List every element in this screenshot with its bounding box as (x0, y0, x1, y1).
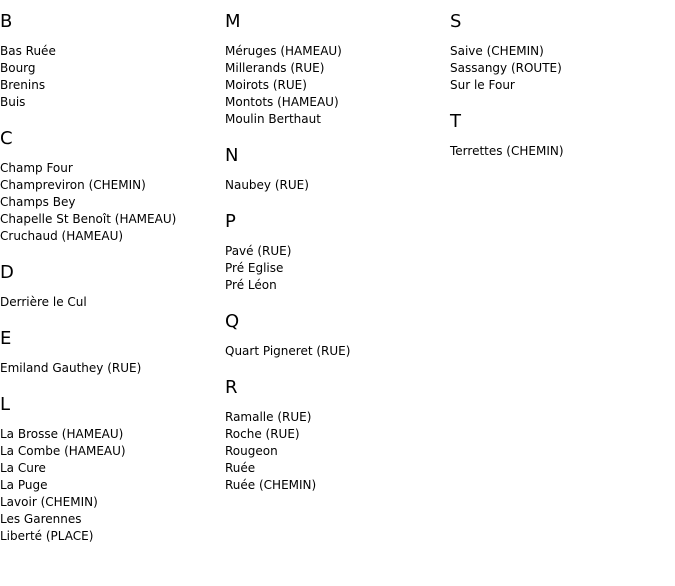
street-list-item (0, 194, 225, 211)
street-list-item (225, 477, 450, 494)
street-link-cruchaud-hameau[interactable]: Cruchaud (HAMEAU) (0, 229, 124, 243)
street-list-item (450, 77, 675, 94)
street-list-item (225, 43, 450, 60)
street-link-ruee[interactable]: Ruée (225, 461, 256, 475)
street-list-item (0, 43, 225, 60)
letter-heading: L (0, 394, 11, 415)
street-link-la-brosse-hameau[interactable]: La Brosse (HAMEAU) (0, 427, 124, 441)
letter-group-t (450, 110, 675, 160)
street-list-item (0, 177, 225, 194)
letter-group-b (0, 10, 225, 111)
letter-heading: P (225, 211, 237, 232)
street-link-naubey-rue[interactable]: Naubey (RUE) (225, 178, 309, 192)
street-list (0, 43, 225, 111)
letter-group-e (0, 327, 225, 377)
letter-heading: Q (225, 311, 240, 332)
street-list-item (0, 511, 225, 528)
street-link-bas-ruee[interactable]: Bas Ruée (0, 44, 56, 58)
street-list-item (225, 343, 450, 360)
street-link-moulin-berthaut[interactable]: Moulin Berthaut (225, 112, 321, 126)
street-link-champ-four[interactable]: Champ Four (0, 161, 73, 175)
street-list-item (225, 243, 450, 260)
street-list-item (225, 460, 450, 477)
street-list (0, 160, 225, 245)
street-list-item (0, 360, 225, 377)
street-link-ruee-chemin[interactable]: Ruée (CHEMIN) (225, 478, 317, 492)
street-link-pre-eglise[interactable]: Pré Eglise (225, 261, 284, 275)
street-list-item (0, 228, 225, 245)
street-list-item (225, 94, 450, 111)
street-list-item (225, 111, 450, 128)
letter-heading: D (0, 262, 15, 283)
letter-group-l (0, 393, 225, 545)
index-column (450, 10, 675, 160)
street-link-la-combe-hameau[interactable]: La Combe (HAMEAU) (0, 444, 126, 458)
street-list-item (450, 60, 675, 77)
street-list-item (450, 43, 675, 60)
street-link-emiland-gauthey-rue[interactable]: Emiland Gauthey (RUE) (0, 361, 142, 375)
street-list (225, 243, 450, 294)
street-list (0, 426, 225, 545)
street-list-item (0, 477, 225, 494)
index-column (225, 10, 450, 494)
street-list-item (0, 460, 225, 477)
street-list-item (225, 426, 450, 443)
street-link-saive-chemin[interactable]: Saive (CHEMIN) (450, 44, 544, 58)
street-list-item (225, 177, 450, 194)
street-link-la-puge[interactable]: La Puge (0, 478, 48, 492)
letter-heading: N (225, 145, 239, 166)
street-link-ramalle-rue[interactable]: Ramalle (RUE) (225, 410, 312, 424)
index-column (0, 10, 225, 545)
street-list-item (0, 528, 225, 545)
letter-group-c (0, 127, 225, 245)
letter-heading: R (225, 377, 239, 398)
street-list-item (0, 160, 225, 177)
street-list-item (450, 143, 675, 160)
street-list (450, 43, 675, 94)
street-list-item (225, 277, 450, 294)
street-list-item (225, 443, 450, 460)
street-list (225, 43, 450, 128)
street-link-rougeon[interactable]: Rougeon (225, 444, 278, 458)
street-list (450, 143, 675, 160)
street-link-sassangy-route[interactable]: Sassangy (ROUTE) (450, 61, 562, 75)
letter-heading: T (450, 111, 462, 132)
street-link-bourg[interactable]: Bourg (0, 61, 36, 75)
street-link-brenins[interactable]: Brenins (0, 78, 46, 92)
street-list-item (225, 77, 450, 94)
street-link-terrettes-chemin[interactable]: Terrettes (CHEMIN) (450, 144, 564, 158)
street-list-item (0, 77, 225, 94)
letter-heading: C (0, 128, 14, 149)
street-list-item (0, 426, 225, 443)
street-link-pre-leon[interactable]: Pré Léon (225, 278, 277, 292)
letter-heading: M (225, 11, 242, 32)
letter-group-r (225, 376, 450, 494)
street-list-item (0, 294, 225, 311)
letter-group-d (0, 261, 225, 311)
letter-group-s (450, 10, 675, 94)
letter-group-m (225, 10, 450, 128)
street-list-item (225, 260, 450, 277)
street-list (225, 409, 450, 494)
street-link-buis[interactable]: Buis (0, 95, 26, 109)
street-list-item (225, 60, 450, 77)
street-list-item (0, 443, 225, 460)
street-link-montots-hameau[interactable]: Montots (HAMEAU) (225, 95, 339, 109)
street-list-item (0, 94, 225, 111)
street-link-roche-rue[interactable]: Roche (RUE) (225, 427, 300, 441)
street-list (0, 294, 225, 311)
letter-group-n (225, 144, 450, 194)
street-list (225, 177, 450, 194)
letter-heading: E (0, 328, 12, 349)
street-link-liberte-place[interactable]: Liberté (PLACE) (0, 529, 94, 543)
street-link-pave-rue[interactable]: Pavé (RUE) (225, 244, 292, 258)
street-link-meruges-hameau[interactable]: Méruges (HAMEAU) (225, 44, 342, 58)
street-list-item (0, 494, 225, 511)
street-link-chapelle-st-benoit-hameau[interactable]: Chapelle St Benoît (HAMEAU) (0, 212, 177, 226)
street-link-sur-le-four[interactable]: Sur le Four (450, 78, 515, 92)
street-link-quart-pigneret-rue[interactable]: Quart Pigneret (RUE) (225, 344, 351, 358)
street-link-moirots-rue[interactable]: Moirots (RUE) (225, 78, 307, 92)
letter-group-p (225, 210, 450, 294)
street-link-lavoir-chemin[interactable]: Lavoir (CHEMIN) (0, 495, 98, 509)
street-link-derriere-le-cul[interactable]: Derrière le Cul (0, 295, 87, 309)
street-list-item (0, 211, 225, 228)
street-link-champreviron-chemin[interactable]: Champreviron (CHEMIN) (0, 178, 146, 192)
street-link-millerands-rue[interactable]: Millerands (RUE) (225, 61, 325, 75)
street-link-la-cure[interactable]: La Cure (0, 461, 46, 475)
letter-heading: S (450, 11, 462, 32)
street-list (225, 343, 450, 360)
street-list (0, 360, 225, 377)
street-list-item (0, 60, 225, 77)
street-link-les-garennes[interactable]: Les Garennes (0, 512, 82, 526)
street-link-champs-bey[interactable]: Champs Bey (0, 195, 76, 209)
street-list-item (225, 409, 450, 426)
letter-heading: B (0, 11, 13, 32)
letter-group-q (225, 310, 450, 360)
